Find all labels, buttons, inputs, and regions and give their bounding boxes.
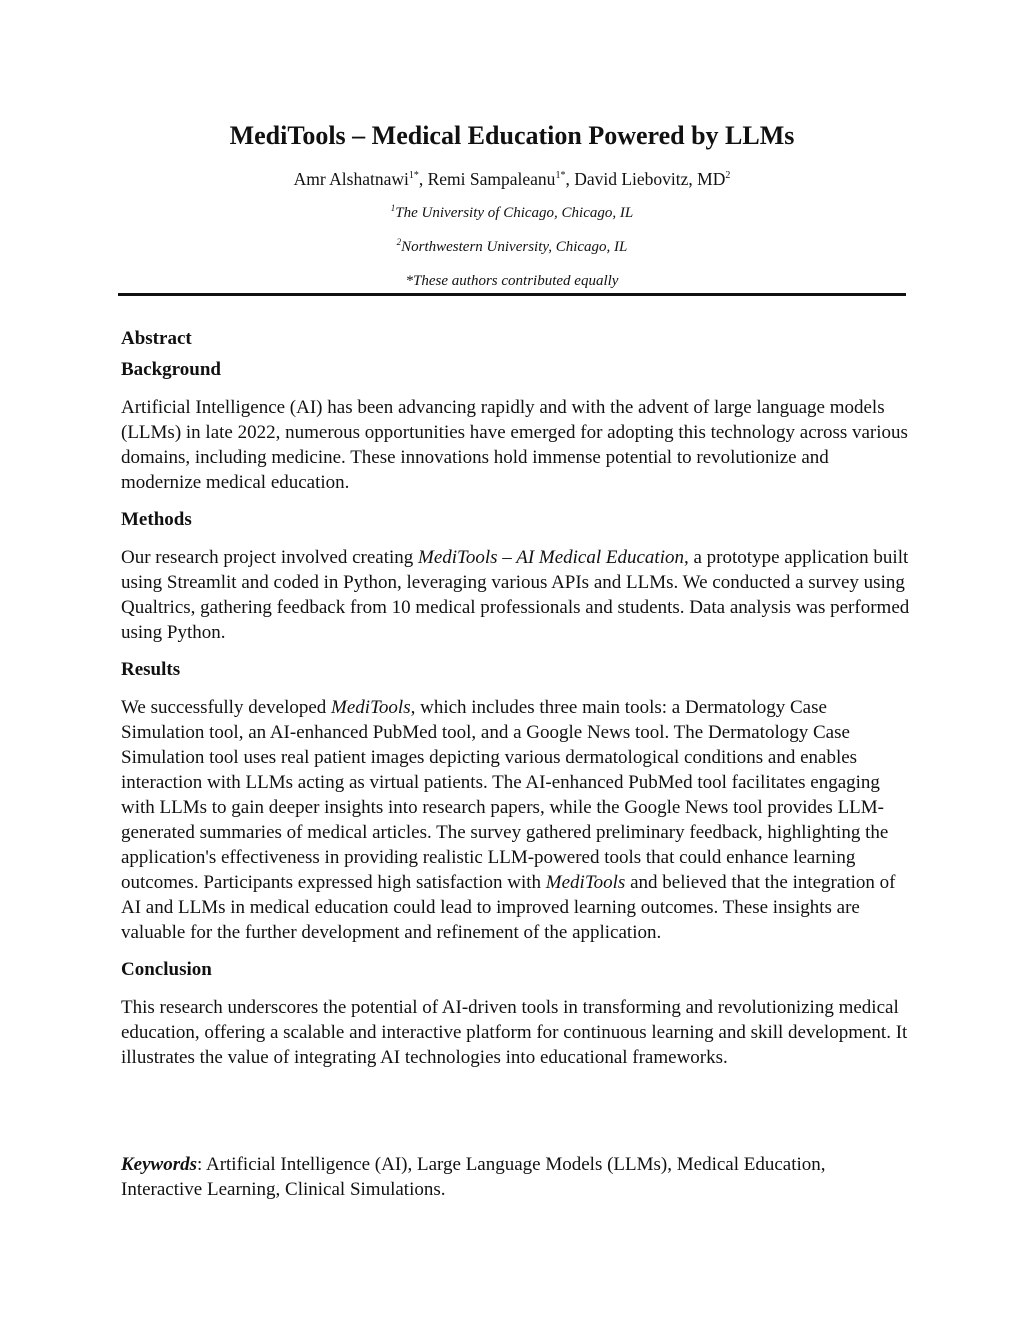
author-affiliation-mark: 1* (408, 170, 419, 181)
background-text: Artificial Intelligence (AI) has been advancing rapidly and with the advent of large language models (LLMs) in late 2022, numerous opportunities have emerged for adopting this technology across various domains, including medicine. These innovations hold immense potential to revolutionize and modernize medical education. (121, 397, 908, 493)
keywords-line (121, 1152, 911, 1202)
methods-heading: Methods (121, 509, 192, 530)
tool-name-emphasis: MediTools – AI Medical Education (418, 547, 684, 568)
methods-text: Our research project involved creating MediTools – AI Medical Education, a prototype application built using Streamlit and coded in Python, leveraging various APIs and LLMs. We conducted a survey using Qualtrics, gathering feedback from 10 medical professionals and students. Data analysis was performed using Python. (121, 547, 910, 643)
tool-name-emphasis: MediTools (545, 872, 626, 893)
equal-contribution-note: *These authors contributed equally (405, 273, 619, 289)
affiliation-mark: 1 (390, 203, 396, 213)
keywords-text: : Artificial Intelligence (AI), Large Language Models (LLMs), Medical Education, Interactive Learning, Clinical Simulations. (121, 1154, 826, 1200)
affiliation-2 (0, 237, 1024, 257)
author-name: Amr Alshatnawi (293, 169, 409, 189)
abstract-heading: Abstract (121, 328, 192, 349)
paper-title: MediTools – Medical Education Powered by LLMs (229, 121, 795, 150)
tool-name-emphasis: MediTools (331, 697, 411, 718)
author-name: David Liebovitz, MD (574, 169, 726, 189)
author-affiliation-mark: 2 (725, 170, 731, 181)
author-name: Remi Sampaleanu (427, 169, 556, 189)
header-divider (118, 293, 906, 296)
affiliation-text: Northwestern University, Chicago, IL (401, 239, 628, 255)
background-heading: Background (121, 359, 221, 380)
author-list: Amr Alshatnawi$^{1*}$, Remi Sampaleanu$^{1*}$, David Liebovitz, $MD^2$ (293, 169, 731, 189)
author-affiliation-mark: 1* (555, 170, 566, 181)
keywords-label: Keywords (121, 1154, 197, 1175)
abstract-section (121, 326, 911, 1082)
results-heading: Results (121, 659, 181, 680)
results-text: We successfully developed MediTools, which includes three main tools: a Dermatology Case Simulation tool, an AI-enhanced PubMed tool, and a Google News tool. The Dermatology Case Simulation tool uses real patient images depicting various dermatological conditions and enables interaction with LLMs acting as virtual patients. The AI-enhanced PubMed tool facilitates engaging with LLMs to gain deeper insights into research papers, while the Google News tool provides LLM-generated summaries of medical articles. The survey gathered preliminary feedback, highlighting the application's effectiveness in providing realistic LLM-powered tools that could enhance learning outcomes. Participants expressed high satisfaction with MediTools and believed that the integration of AI and LLMs in medical education could lead to improved learning outcomes. These insights are valuable for the further development and refinement of the application. (121, 697, 896, 943)
conclusion-heading: Conclusion (121, 959, 212, 980)
affiliation-mark: 2 (396, 237, 402, 247)
conclusion-text: This research underscores the potential of AI-driven tools in transforming and revolutionizing medical education, offering a scalable and interactive platform for continuous learning and skill development. It illustrates the value of integrating AI technologies into educational frameworks. (121, 997, 908, 1068)
affiliation-1 (0, 203, 1024, 223)
affiliation-text: The University of Chicago, Chicago, IL (395, 205, 634, 221)
